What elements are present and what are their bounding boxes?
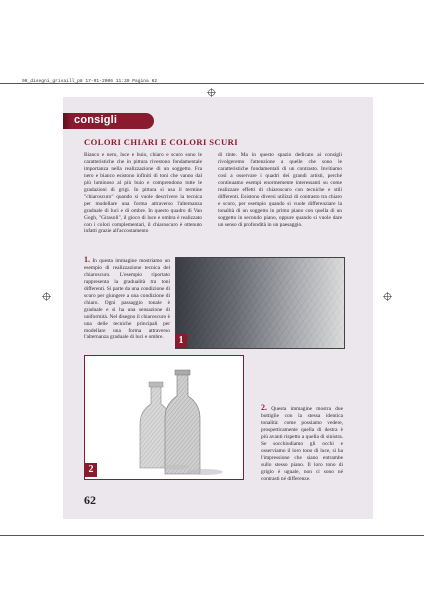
caption-2-number: 2.	[261, 403, 267, 412]
registration-mark-left-icon	[42, 292, 51, 301]
page-number: 62	[84, 493, 96, 507]
figure-1-hatching	[175, 257, 345, 349]
figure-2-bottles	[84, 355, 244, 480]
caption-2-text: Questa immagine mostra due bottiglie con la stessa identica tonalità: come possiamo vedere, prospetticamente quella di destra è più avanti rispetto a quella di sinistra. Se socchiudiamo gli occhi e osserviamo il loro tono di luce, si ha l'impressione che siano entrambe sullo stesso piano. Il loro tono di grigio è uguale, non ci sono né contrasti né differenze.	[261, 406, 343, 482]
trim-line-bottom	[0, 535, 424, 536]
caption-2	[261, 405, 343, 482]
hatching-illustration	[176, 258, 344, 348]
body-column-left: Bianco e nero, luce e buio, chiaro e scuro sono le caratteristiche che in pittura rivestono fondamentale importanza nella realizzazione di un soggetto. Fra nero e bianco esistono infiniti di toni che vanno dal più luminoso al più buio e comprendono tutte le gradazioni di grigi. In pittura si usa il termine "chiaroscuro" quando si vuole descrivere la tecnica per modellare una forma attraverso l'alternanza graduale di luci e di ombre. In questo quadro di Van Gogh, "Girasoli", il gioco di luce e ombra è realizzato con i colori complementari, il chiaroscuro è ottenuto infatti grazie all'accostamento	[84, 152, 202, 235]
article-title: COLORI CHIARI E COLORI SCURI	[84, 137, 238, 147]
figure-1-number: 1	[175, 334, 187, 348]
caption-1-text: In questa immagine mostriamo un esempio di realizzazione tecnica del chiaroscuro. L'esempio riportato rappresenta la gradualità tra toni differenti. Si parte da una condizione di scuro per giungere a una condizione di chiaro. Ogni passaggio tonale è graduale e si ha una sensazione di uniformità. Nel disegno il chiaroscuro è una delle tecniche principali per modellare una forma attraverso l'alternanza graduale di luci e ombre.	[84, 258, 170, 341]
trim-line-top	[0, 83, 424, 84]
body-column-right: di tinte. Ma in questo spazio dedicato ai consigli rivolgeremo l'attenzione a quelle che sono le caratteristiche fondamentali di un contrasto. Invitiamo così a osservare i quadri dei grandi artisti, perché continuamo esempi enormemente interessanti su come realizzare effetti di chiaroscuro con tecniche e stili differenti. Esistono diversi utilizzi di contrasto tra chiaro e scuro, per esempio quando si vuole differenziare la tonalità di un soggetto in primo piano con quella di un soggetto in secondo piano, oppure quando si vuole dare un senso di profondità in un paesaggio.	[218, 152, 342, 228]
figure-2-number: 2	[85, 463, 97, 477]
registration-mark-top-icon	[207, 88, 216, 97]
caption-1-number: 1.	[84, 255, 90, 264]
caption-1	[84, 257, 170, 341]
registration-mark-right-icon	[383, 292, 392, 301]
section-badge-label: consigli	[74, 114, 118, 126]
section-badge	[63, 113, 154, 129]
bottles-illustration	[85, 356, 243, 479]
print-slug: 98_disegni_grisaill_p8 17-01-2006 11:39 Pagina 62	[22, 79, 158, 84]
badge-curl	[63, 113, 72, 129]
